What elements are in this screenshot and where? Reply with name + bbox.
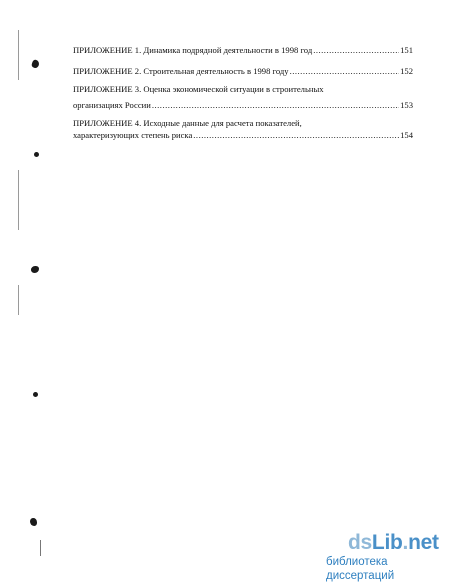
toc-entry-appendix-1[interactable] [73,44,413,56]
scan-blot [33,392,38,397]
toc-entry-appendix-3[interactable] [73,83,413,111]
toc-page-number: 151 [400,45,413,55]
toc-entry-title: ПРИЛОЖЕНИЕ 2. Строительная деятельность в 1998 году [73,66,289,76]
toc-line [73,44,413,56]
logo-ds: ds [348,531,372,554]
toc-entry-title-continued: характеризующих степень риска [73,130,193,140]
toc-line [73,65,413,77]
toc-leader-dots [193,129,399,141]
scan-margin-line [18,170,19,230]
scan-blot [31,266,39,273]
toc-leader-dots [152,99,399,111]
toc-leader-dots [290,65,400,77]
scan-blot [34,152,39,157]
toc-leader-dots [313,44,399,56]
toc-page-number: 154 [400,130,413,140]
toc-page-number: 152 [400,66,413,76]
toc-line [73,99,413,111]
scan-blot [31,59,40,69]
toc-entry-title: ПРИЛОЖЕНИЕ 4. Исходные данные для расчета показателей, [73,118,302,128]
scan-margin-line [18,30,19,80]
logo-dot: . [402,531,409,554]
scan-mark [40,540,41,556]
toc-entry-title: ПРИЛОЖЕНИЕ 1. Динамика подрядной деятельности в 1998 год [73,45,313,55]
toc-page-number: 153 [400,100,413,110]
scan-blot [30,518,37,526]
dslib-logo [326,532,446,554]
toc-entry-title: ПРИЛОЖЕНИЕ 3. Оценка экономической ситуации в строительных [73,84,324,94]
toc-line [73,129,413,141]
scan-margin-line [18,285,19,315]
toc-entry-appendix-4[interactable] [73,117,413,141]
toc-entry-title-continued: организациях России [73,100,151,110]
dslib-watermark [326,532,446,583]
logo-net: net [408,531,439,554]
logo-lib: Lib [371,531,403,554]
toc-entry-appendix-2[interactable] [73,65,413,77]
watermark-subtitle: библиотека диссертаций [326,556,395,582]
